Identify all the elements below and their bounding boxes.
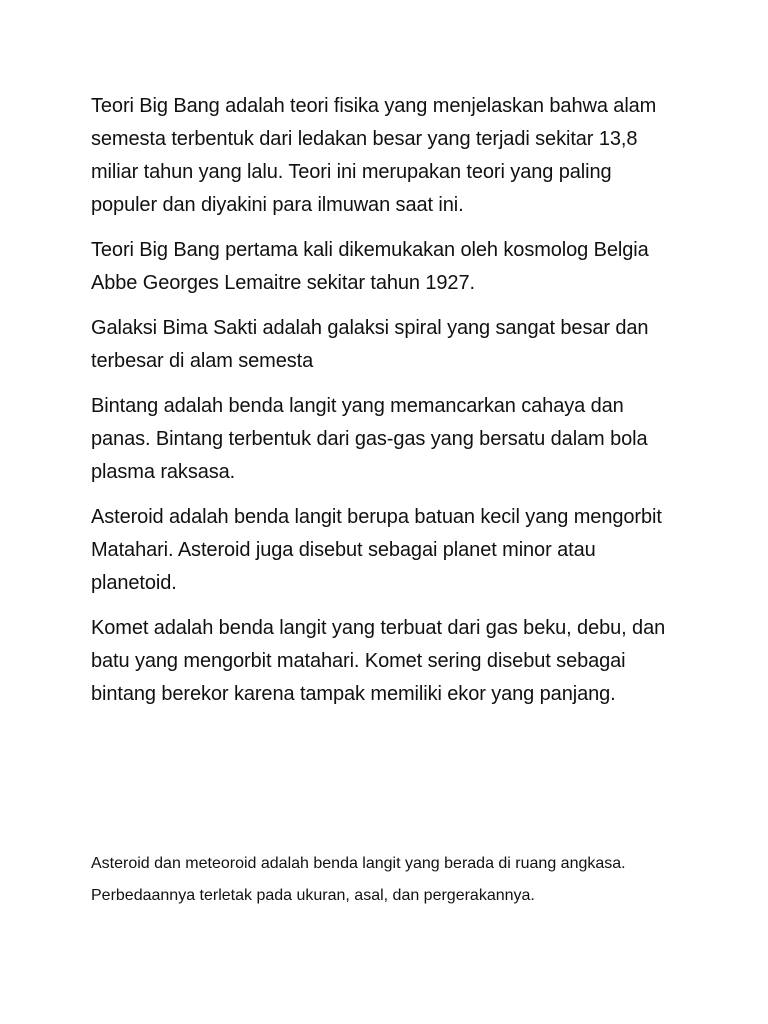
- document-body: [91, 90, 681, 723]
- footnote-block: [91, 848, 691, 912]
- paragraph-big-bang: Teori Big Bang adalah teori fisika yang menjelaskan bahwa alam semesta terbentuk dari ledakan besar yang terjadi sekitar 13,8 miliar tahun yang lalu. Teori ini merupakan teori yang paling populer dan diyakini para ilmuwan saat ini.: [91, 95, 657, 216]
- paragraph-milky-way: Galaksi Bima Sakti adalah galaksi spiral yang sangat besar dan terbesar di alam semesta: [91, 317, 649, 372]
- paragraph-comet: Komet adalah benda langit yang terbuat dari gas beku, debu, dan batu yang mengorbit matahari. Komet sering disebut sebagai bintang berekor karena tampak memiliki ekor yang panjang.: [91, 617, 666, 705]
- paragraph-asteroid: Asteroid adalah benda langit berupa batuan kecil yang mengorbit Matahari. Asteroid juga disebut sebagai planet minor atau planetoid.: [91, 506, 662, 594]
- footnote-text: Asteroid dan meteoroid adalah benda langit yang berada di ruang angkasa. Perbedaannya terletak pada ukuran, asal, dan pergerakannya.: [91, 855, 626, 904]
- paragraph-star: Bintang adalah benda langit yang memancarkan cahaya dan panas. Bintang terbentuk dari gas-gas yang bersatu dalam bola plasma raksasa.: [91, 395, 648, 483]
- paragraph-lemaitre: Teori Big Bang pertama kali dikemukakan oleh kosmolog Belgia Abbe Georges Lemaitre sekitar tahun 1927.: [91, 239, 649, 294]
